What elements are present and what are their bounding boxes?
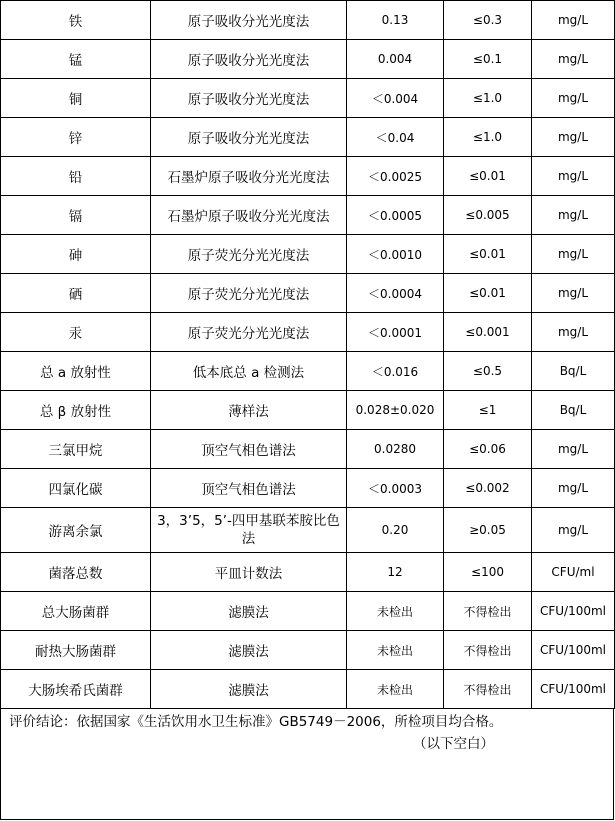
unit-cell: mg/L: [532, 469, 615, 508]
table-row: [1, 274, 615, 313]
unit-cell: mg/L: [532, 157, 615, 196]
limit-cell: ≤0.3: [444, 1, 532, 40]
method-cell: 原子吸收分光光度法: [151, 40, 347, 79]
table-row: [1, 592, 615, 631]
unit-cell: mg/L: [532, 1, 615, 40]
table-row: [1, 508, 615, 553]
limit-cell: ≤0.5: [444, 352, 532, 391]
method-cell: 原子吸收分光光度法: [151, 1, 347, 40]
limit-cell: ≤1.0: [444, 79, 532, 118]
limit-cell: ≤100: [444, 553, 532, 592]
limit-cell: ≤1: [444, 391, 532, 430]
method-cell: 原子荧光分光光度法: [151, 274, 347, 313]
item-cell: 总 β 放射性: [1, 391, 151, 430]
result-cell: 0.028±0.020: [347, 391, 444, 430]
unit-cell: CFU/ml: [532, 553, 615, 592]
result-cell: ＜0.0005: [347, 196, 444, 235]
method-cell: 滤膜法: [151, 592, 347, 631]
item-cell: 总 a 放射性: [1, 352, 151, 391]
table-row: [1, 553, 615, 592]
limit-cell: ≤0.002: [444, 469, 532, 508]
method-cell: 低本底总 a 检测法: [151, 352, 347, 391]
unit-cell: mg/L: [532, 274, 615, 313]
method-cell: 原子荧光分光光度法: [151, 313, 347, 352]
result-cell: ＜0.04: [347, 118, 444, 157]
limit-cell: ≤0.01: [444, 235, 532, 274]
unit-cell: CFU/100ml: [532, 670, 615, 709]
limit-cell: ≤0.01: [444, 157, 532, 196]
limit-cell: ≤0.001: [444, 313, 532, 352]
method-cell: 原子吸收分光光度法: [151, 118, 347, 157]
method-cell: 滤膜法: [151, 670, 347, 709]
limit-cell: ≤1.0: [444, 118, 532, 157]
table-row: [1, 157, 615, 196]
table-row: [1, 670, 615, 709]
method-cell: 石墨炉原子吸收分光光度法: [151, 157, 347, 196]
result-cell: ＜0.0003: [347, 469, 444, 508]
limit-cell: ≤0.01: [444, 274, 532, 313]
table-row: [1, 391, 615, 430]
result-cell: 0.0280: [347, 430, 444, 469]
method-cell: 3，3’5，5’-四甲基联苯胺比色法: [151, 508, 347, 553]
unit-cell: Bq/L: [532, 352, 615, 391]
result-cell: 未检出: [347, 670, 444, 709]
item-cell: 三氯甲烷: [1, 430, 151, 469]
result-cell: ＜0.0025: [347, 157, 444, 196]
unit-cell: mg/L: [532, 430, 615, 469]
limit-cell: ≤0.06: [444, 430, 532, 469]
item-cell: 锰: [1, 40, 151, 79]
table-row: [1, 79, 615, 118]
result-cell: 0.13: [347, 1, 444, 40]
item-cell: 耐热大肠菌群: [1, 631, 151, 670]
result-cell: ＜0.0001: [347, 313, 444, 352]
item-cell: 铁: [1, 1, 151, 40]
unit-cell: mg/L: [532, 196, 615, 235]
unit-cell: mg/L: [532, 508, 615, 553]
method-cell: 滤膜法: [151, 631, 347, 670]
table-row: [1, 40, 615, 79]
result-cell: 未检出: [347, 592, 444, 631]
unit-cell: mg/L: [532, 79, 615, 118]
method-cell: 石墨炉原子吸收分光光度法: [151, 196, 347, 235]
item-cell: 铅: [1, 157, 151, 196]
result-cell: 0.20: [347, 508, 444, 553]
method-cell: 顶空气相色谱法: [151, 430, 347, 469]
result-cell: 12: [347, 553, 444, 592]
unit-cell: CFU/100ml: [532, 631, 615, 670]
result-cell: ＜0.004: [347, 79, 444, 118]
conclusion-box: [0, 708, 614, 820]
item-cell: 砷: [1, 235, 151, 274]
blank-below-note: （以下空白）: [413, 736, 494, 752]
table-row: [1, 235, 615, 274]
item-cell: 菌落总数: [1, 553, 151, 592]
method-cell: 平皿计数法: [151, 553, 347, 592]
result-cell: 0.004: [347, 40, 444, 79]
unit-cell: Bq/L: [532, 391, 615, 430]
item-cell: 硒: [1, 274, 151, 313]
limit-cell: 不得检出: [444, 631, 532, 670]
test-results-body: [1, 1, 615, 709]
result-cell: 未检出: [347, 631, 444, 670]
unit-cell: mg/L: [532, 235, 615, 274]
limit-cell: 不得检出: [444, 670, 532, 709]
limit-cell: ≤0.1: [444, 40, 532, 79]
result-cell: ＜0.0004: [347, 274, 444, 313]
item-cell: 铜: [1, 79, 151, 118]
table-row: [1, 469, 615, 508]
item-cell: 镉: [1, 196, 151, 235]
method-cell: 原子荧光分光光度法: [151, 235, 347, 274]
table-row: [1, 352, 615, 391]
unit-cell: CFU/100ml: [532, 592, 615, 631]
method-cell: 薄样法: [151, 391, 347, 430]
table-row: [1, 631, 615, 670]
method-cell: 顶空气相色谱法: [151, 469, 347, 508]
method-cell: 原子吸收分光光度法: [151, 79, 347, 118]
item-cell: 大肠埃希氏菌群: [1, 670, 151, 709]
item-cell: 锌: [1, 118, 151, 157]
result-cell: ＜0.0010: [347, 235, 444, 274]
table-row: [1, 430, 615, 469]
result-cell: ＜0.016: [347, 352, 444, 391]
evaluation-conclusion: 评价结论：依据国家《生活饮用水卫生标准》GB5749－2006，所检项目均合格。: [9, 714, 503, 730]
unit-cell: mg/L: [532, 40, 615, 79]
item-cell: 四氯化碳: [1, 469, 151, 508]
limit-cell: ≤0.005: [444, 196, 532, 235]
unit-cell: mg/L: [532, 118, 615, 157]
limit-cell: ≥0.05: [444, 508, 532, 553]
limit-cell: 不得检出: [444, 592, 532, 631]
item-cell: 总大肠菌群: [1, 592, 151, 631]
table-row: [1, 313, 615, 352]
table-row: [1, 118, 615, 157]
item-cell: 汞: [1, 313, 151, 352]
table-row: [1, 1, 615, 40]
item-cell: 游离余氯: [1, 508, 151, 553]
table-row: [1, 196, 615, 235]
unit-cell: mg/L: [532, 313, 615, 352]
